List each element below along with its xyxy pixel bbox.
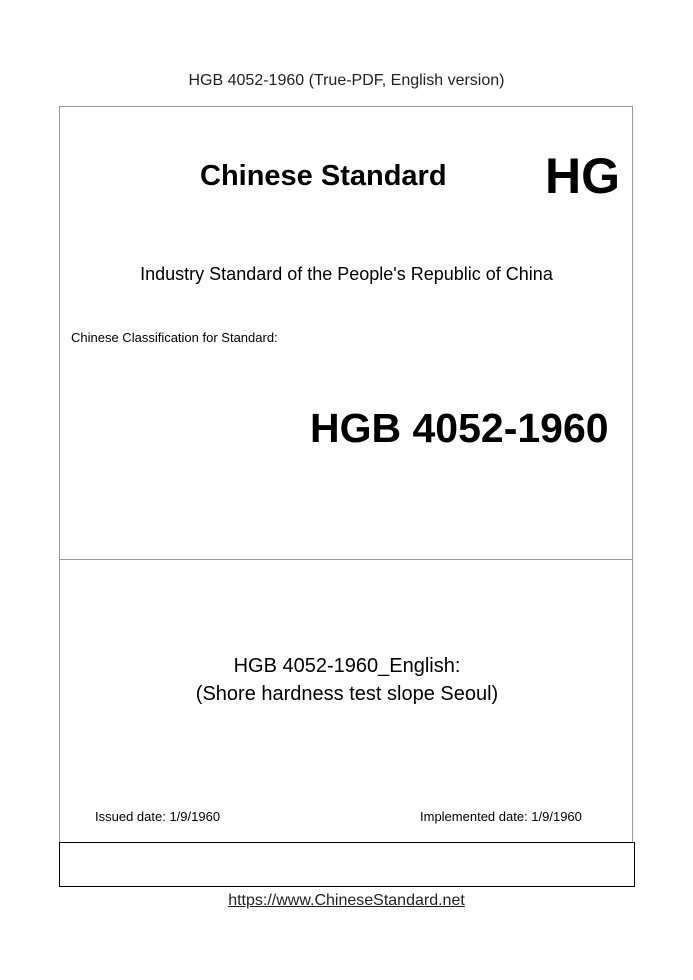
page-header: HGB 4052-1960 (True-PDF, English version) xyxy=(188,72,505,89)
issued-date: Issued date: 1/9/1960 xyxy=(95,809,221,824)
standard-number: HGB 4052-1960 xyxy=(310,405,609,451)
cover-title: Chinese Standard xyxy=(200,160,447,192)
website-link[interactable]: https://www.ChineseStandard.net xyxy=(228,892,465,909)
classification-label: Chinese Classification for Standard: xyxy=(71,330,278,345)
english-title-line-1: HGB 4052-1960_English: xyxy=(233,655,461,677)
implemented-date: Implemented date: 1/9/1960 xyxy=(420,809,582,824)
cover-footer-box xyxy=(59,842,635,887)
cover-subtitle: Industry Standard of the People's Republic of China xyxy=(140,264,553,284)
english-title xyxy=(59,652,635,708)
standard-code-letters: HG xyxy=(545,148,620,204)
english-title-line-2: (Shore hardness test slope Seoul) xyxy=(195,683,499,705)
